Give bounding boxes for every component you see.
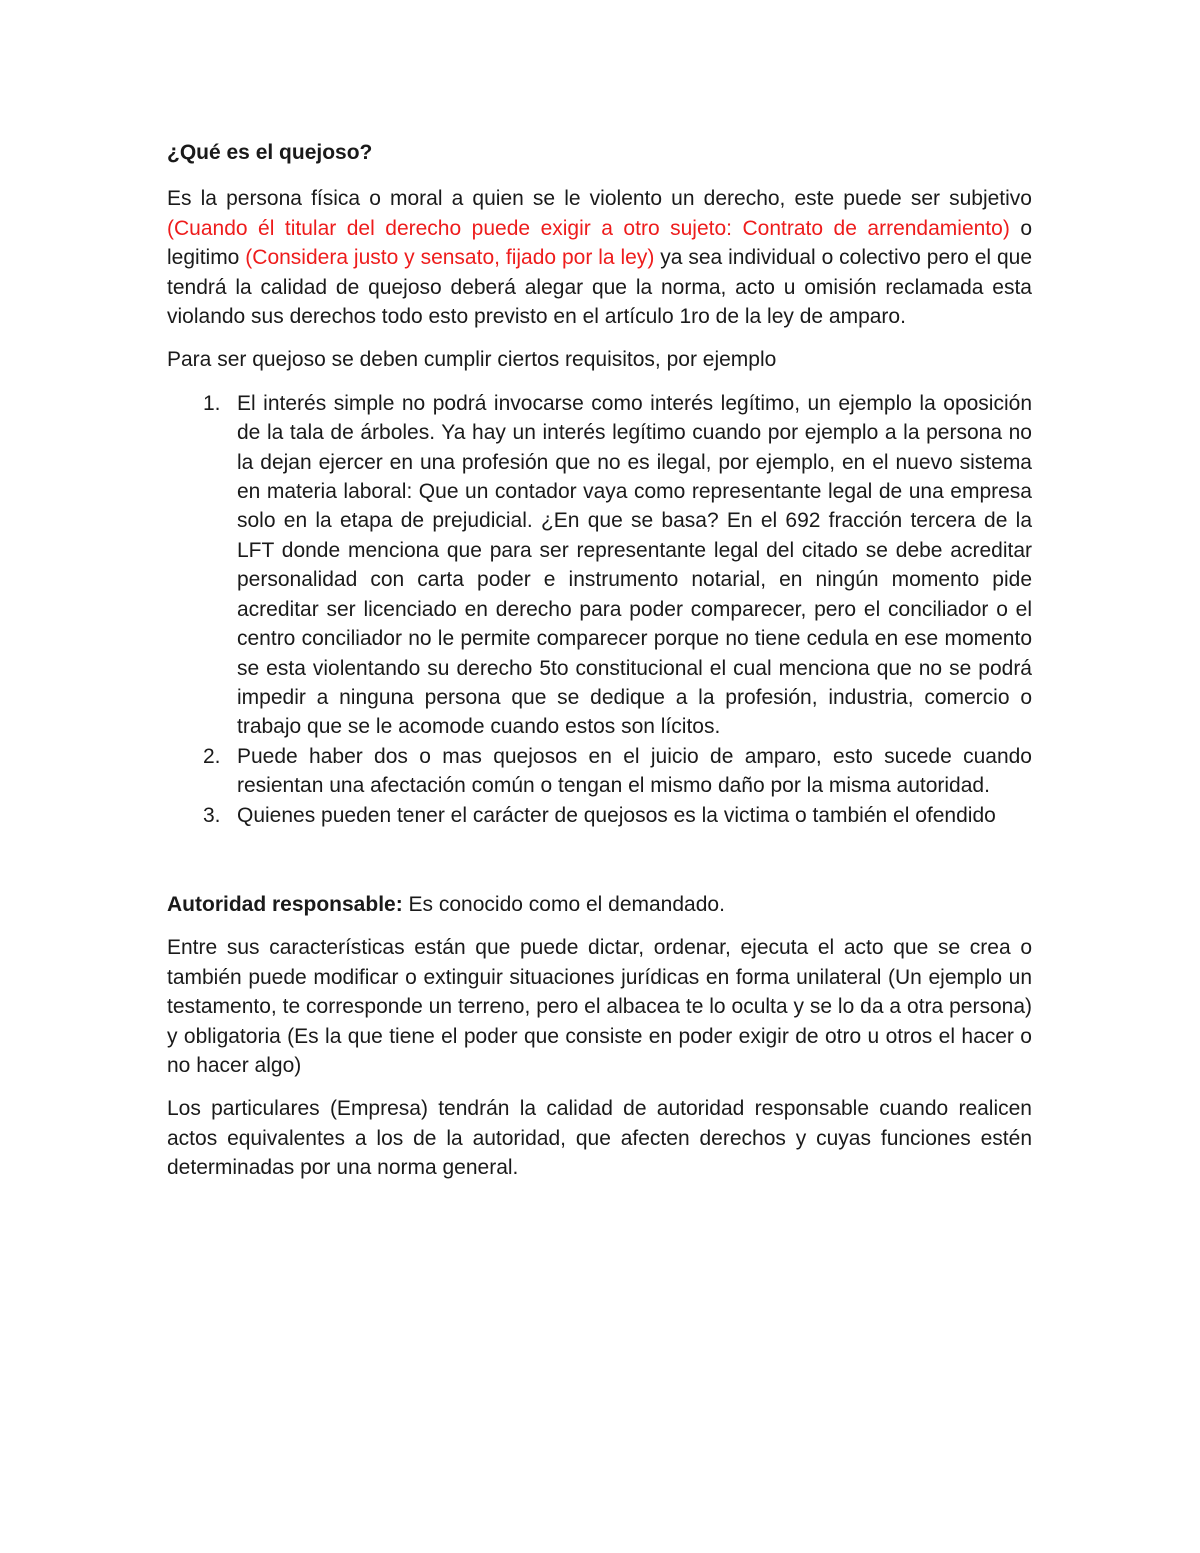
list-item-number: 2. bbox=[203, 744, 221, 768]
definition-text-1: Es la persona física o moral a quien se le violento un derecho, este puede ser subjetivo bbox=[167, 187, 1032, 211]
document-page bbox=[167, 138, 1032, 1197]
list-item bbox=[167, 742, 1032, 801]
list-item-text: El interés simple no podrá invocarse como interés legítimo, un ejemplo la oposición de la tala de árboles. Ya hay un interés legítimo cuando por ejemplo a la persona no la dejan ejercer en una profesión que no es ilegal, por ejemplo, en el nuevo sistema en materia laboral: Que un contador vaya como representante legal de una empresa solo en la etapa de prejudicial. ¿En que se basa? En el 692 fracción tercera de la LFT donde menciona que para ser representante legal del citado se debe acreditar personalidad con carta poder e instrumento notarial, en ningún momento pide acreditar ser licenciado en derecho para poder comparecer, pero el conciliador o el centro conciliador no le permite comparecer porque no tiene cedula en ese momento se esta violentando su derecho 5to constitucional el cual menciona que no se podrá impedir a ninguna persona que se dedique a la profesión, industria, comercio o trabajo que se le acomode cuando estos son lícitos. bbox=[237, 391, 1032, 739]
paragraph-autoridad-caracteristicas: Entre sus características están que puede dictar, ordenar, ejecuta el acto que se crea o también puede modificar o extinguir situaciones jurídicas en forma unilateral (Un ejemplo un testamento, te corresponde un terreno, pero el albacea te lo oculta y se lo da a otra persona) y obligatoria (Es la que tiene el poder que consiste en poder exigir de otro u otros el hacer o no hacer algo) bbox=[167, 936, 1032, 1077]
definition-text-2: o legitimo bbox=[167, 216, 1032, 270]
autoridad-label: Autoridad responsable: bbox=[167, 892, 403, 916]
list-item bbox=[167, 801, 1032, 830]
section-heading-quejoso: ¿Qué es el quejoso? bbox=[167, 141, 373, 164]
section-spacer bbox=[167, 830, 1032, 890]
requisitos-list bbox=[167, 389, 1032, 830]
paragraph-autoridad-particulares: Los particulares (Empresa) tendrán la calidad de autoridad responsable cuando realicen actos equivalentes a los de la autoridad, que afecten derechos y cuyas funciones estén determinadas por una norma general. bbox=[167, 1097, 1032, 1180]
list-item bbox=[167, 389, 1032, 742]
paragraph-autoridad-definition bbox=[167, 890, 1032, 919]
autoridad-label-rest: Es conocido como el demandado. bbox=[402, 892, 725, 916]
list-item-text: Quienes pueden tener el carácter de quejosos es la victima o también el ofendido bbox=[237, 803, 996, 827]
list-item-text: Puede haber dos o mas quejosos en el juicio de amparo, esto sucede cuando resientan una afectación común o tengan el mismo daño por la misma autoridad. bbox=[237, 744, 1032, 798]
definition-text-3: ya sea individual o colectivo pero el que tendrá la calidad de quejoso deberá alegar que la norma, acto u omisión reclamada esta violando sus derechos todo esto previsto en el artículo 1ro de la ley de amparo. bbox=[167, 246, 1032, 329]
paragraph-quejoso-definition bbox=[167, 184, 1032, 331]
definition-note-subjetivo: (Cuando él titular del derecho puede exigir a otro sujeto: Contrato de arrendamiento) bbox=[167, 216, 1010, 240]
list-item-number: 3. bbox=[203, 803, 221, 827]
definition-note-legitimo: (Considera justo y sensato, fijado por la ley) bbox=[245, 246, 655, 270]
list-item-number: 1. bbox=[203, 391, 221, 415]
paragraph-requisitos-intro: Para ser quejoso se deben cumplir ciertos requisitos, por ejemplo bbox=[167, 348, 777, 372]
